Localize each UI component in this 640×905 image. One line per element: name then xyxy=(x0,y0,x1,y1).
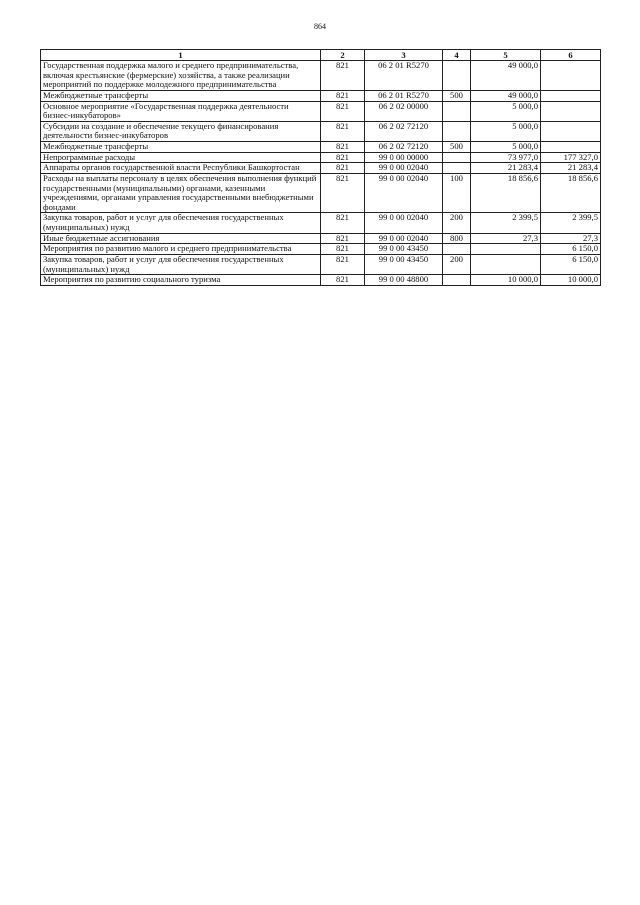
cell-vr: 800 xyxy=(443,233,471,244)
table-row xyxy=(41,152,601,163)
cell-ved: 821 xyxy=(321,121,365,141)
cell-vr: 500 xyxy=(443,90,471,101)
cell-ved: 821 xyxy=(321,61,365,91)
cell-ved: 821 xyxy=(321,163,365,174)
cell-sum-2: 18 856,6 xyxy=(541,173,601,213)
header-row xyxy=(41,50,601,61)
cell-name: Расходы на выплаты персоналу в целях обеспечения выполнения функций государственными (муниципальными) органами, казенными учреждениями, органами управления государственными внебюджетными фондами xyxy=(41,173,321,213)
cell-sum-1: 49 000,0 xyxy=(471,61,541,91)
cell-name: Государственная поддержка малого и среднего предпринимательства, включая крестьянские (фермерские) хозяйства, а также реализации мероприятий по поддержке молодежного предпринимательства xyxy=(41,61,321,91)
cell-sum-2: 10 000,0 xyxy=(541,275,601,286)
cell-name: Аппараты органов государственной власти Республики Башкортостан xyxy=(41,163,321,174)
cell-csr: 99 0 00 43450 xyxy=(365,254,443,274)
cell-name: Межбюджетные трансферты xyxy=(41,142,321,153)
cell-vr xyxy=(443,61,471,91)
cell-ved: 821 xyxy=(321,173,365,213)
cell-sum-2 xyxy=(541,142,601,153)
cell-vr xyxy=(443,244,471,255)
cell-name: Субсидии на создание и обеспечение текущего финансирования деятельности бизнес-инкубаторов xyxy=(41,121,321,141)
column-header-3: 3 xyxy=(365,50,443,61)
cell-sum-2: 6 150,0 xyxy=(541,244,601,255)
cell-ved: 821 xyxy=(321,213,365,233)
table-row xyxy=(41,61,601,91)
cell-sum-2 xyxy=(541,121,601,141)
cell-sum-1: 73 977,0 xyxy=(471,152,541,163)
cell-sum-2: 177 327,0 xyxy=(541,152,601,163)
cell-ved: 821 xyxy=(321,101,365,121)
column-header-1: 1 xyxy=(41,50,321,61)
cell-name: Основное мероприятие «Государственная поддержка деятельности бизнес-инкубаторов» xyxy=(41,101,321,121)
cell-sum-2 xyxy=(541,90,601,101)
table-row xyxy=(41,173,601,213)
budget-table xyxy=(40,49,601,286)
column-header-6: 6 xyxy=(541,50,601,61)
cell-sum-1: 5 000,0 xyxy=(471,101,541,121)
cell-csr: 06 2 02 00000 xyxy=(365,101,443,121)
cell-csr: 99 0 00 00000 xyxy=(365,152,443,163)
column-header-5: 5 xyxy=(471,50,541,61)
cell-sum-1: 2 399,5 xyxy=(471,213,541,233)
cell-vr: 200 xyxy=(443,213,471,233)
cell-csr: 06 2 01 R5270 xyxy=(365,90,443,101)
cell-vr xyxy=(443,121,471,141)
cell-vr: 200 xyxy=(443,254,471,274)
cell-name: Непрограммные расходы xyxy=(41,152,321,163)
cell-csr: 99 0 00 02040 xyxy=(365,163,443,174)
column-header-4: 4 xyxy=(443,50,471,61)
cell-csr: 06 2 02 72120 xyxy=(365,142,443,153)
cell-ved: 821 xyxy=(321,142,365,153)
cell-sum-1: 10 000,0 xyxy=(471,275,541,286)
cell-csr: 99 0 00 02040 xyxy=(365,173,443,213)
cell-sum-2: 27,3 xyxy=(541,233,601,244)
cell-vr xyxy=(443,101,471,121)
table-row xyxy=(41,101,601,121)
column-header-2: 2 xyxy=(321,50,365,61)
cell-vr xyxy=(443,275,471,286)
cell-name: Закупка товаров, работ и услуг для обеспечения государственных (муниципальных) нужд xyxy=(41,254,321,274)
cell-sum-1: 21 283,4 xyxy=(471,163,541,174)
cell-csr: 99 0 00 48800 xyxy=(365,275,443,286)
table-row xyxy=(41,275,601,286)
cell-name: Закупка товаров, работ и услуг для обеспечения государственных (муниципальных) нужд xyxy=(41,213,321,233)
table-row xyxy=(41,254,601,274)
cell-sum-2 xyxy=(541,61,601,91)
cell-sum-1: 5 000,0 xyxy=(471,142,541,153)
cell-sum-1: 27,3 xyxy=(471,233,541,244)
cell-sum-2 xyxy=(541,101,601,121)
table-row xyxy=(41,90,601,101)
cell-csr: 99 0 00 02040 xyxy=(365,233,443,244)
cell-ved: 821 xyxy=(321,275,365,286)
table-row xyxy=(41,213,601,233)
table-row xyxy=(41,163,601,174)
cell-sum-2: 21 283,4 xyxy=(541,163,601,174)
cell-vr: 100 xyxy=(443,173,471,213)
cell-ved: 821 xyxy=(321,90,365,101)
cell-ved: 821 xyxy=(321,233,365,244)
table-row xyxy=(41,244,601,255)
table-row xyxy=(41,121,601,141)
page-number: 864 xyxy=(314,22,326,31)
cell-sum-1 xyxy=(471,244,541,255)
cell-csr: 06 2 02 72120 xyxy=(365,121,443,141)
cell-vr xyxy=(443,152,471,163)
cell-ved: 821 xyxy=(321,254,365,274)
cell-sum-2: 2 399,5 xyxy=(541,213,601,233)
cell-csr: 99 0 00 43450 xyxy=(365,244,443,255)
cell-name: Межбюджетные трансферты xyxy=(41,90,321,101)
cell-sum-2: 6 150,0 xyxy=(541,254,601,274)
cell-sum-1: 18 856,6 xyxy=(471,173,541,213)
cell-csr: 99 0 00 02040 xyxy=(365,213,443,233)
table-row xyxy=(41,233,601,244)
table-row xyxy=(41,142,601,153)
cell-csr: 06 2 01 R5270 xyxy=(365,61,443,91)
cell-name: Мероприятия по развитию социального туризма xyxy=(41,275,321,286)
cell-name: Иные бюджетные ассигнования xyxy=(41,233,321,244)
cell-sum-1 xyxy=(471,254,541,274)
cell-ved: 821 xyxy=(321,152,365,163)
cell-vr: 500 xyxy=(443,142,471,153)
table-body xyxy=(41,61,601,286)
cell-sum-1: 5 000,0 xyxy=(471,121,541,141)
cell-ved: 821 xyxy=(321,244,365,255)
cell-name: Мероприятия по развитию малого и среднего предпринимательства xyxy=(41,244,321,255)
cell-vr xyxy=(443,163,471,174)
cell-sum-1: 49 000,0 xyxy=(471,90,541,101)
